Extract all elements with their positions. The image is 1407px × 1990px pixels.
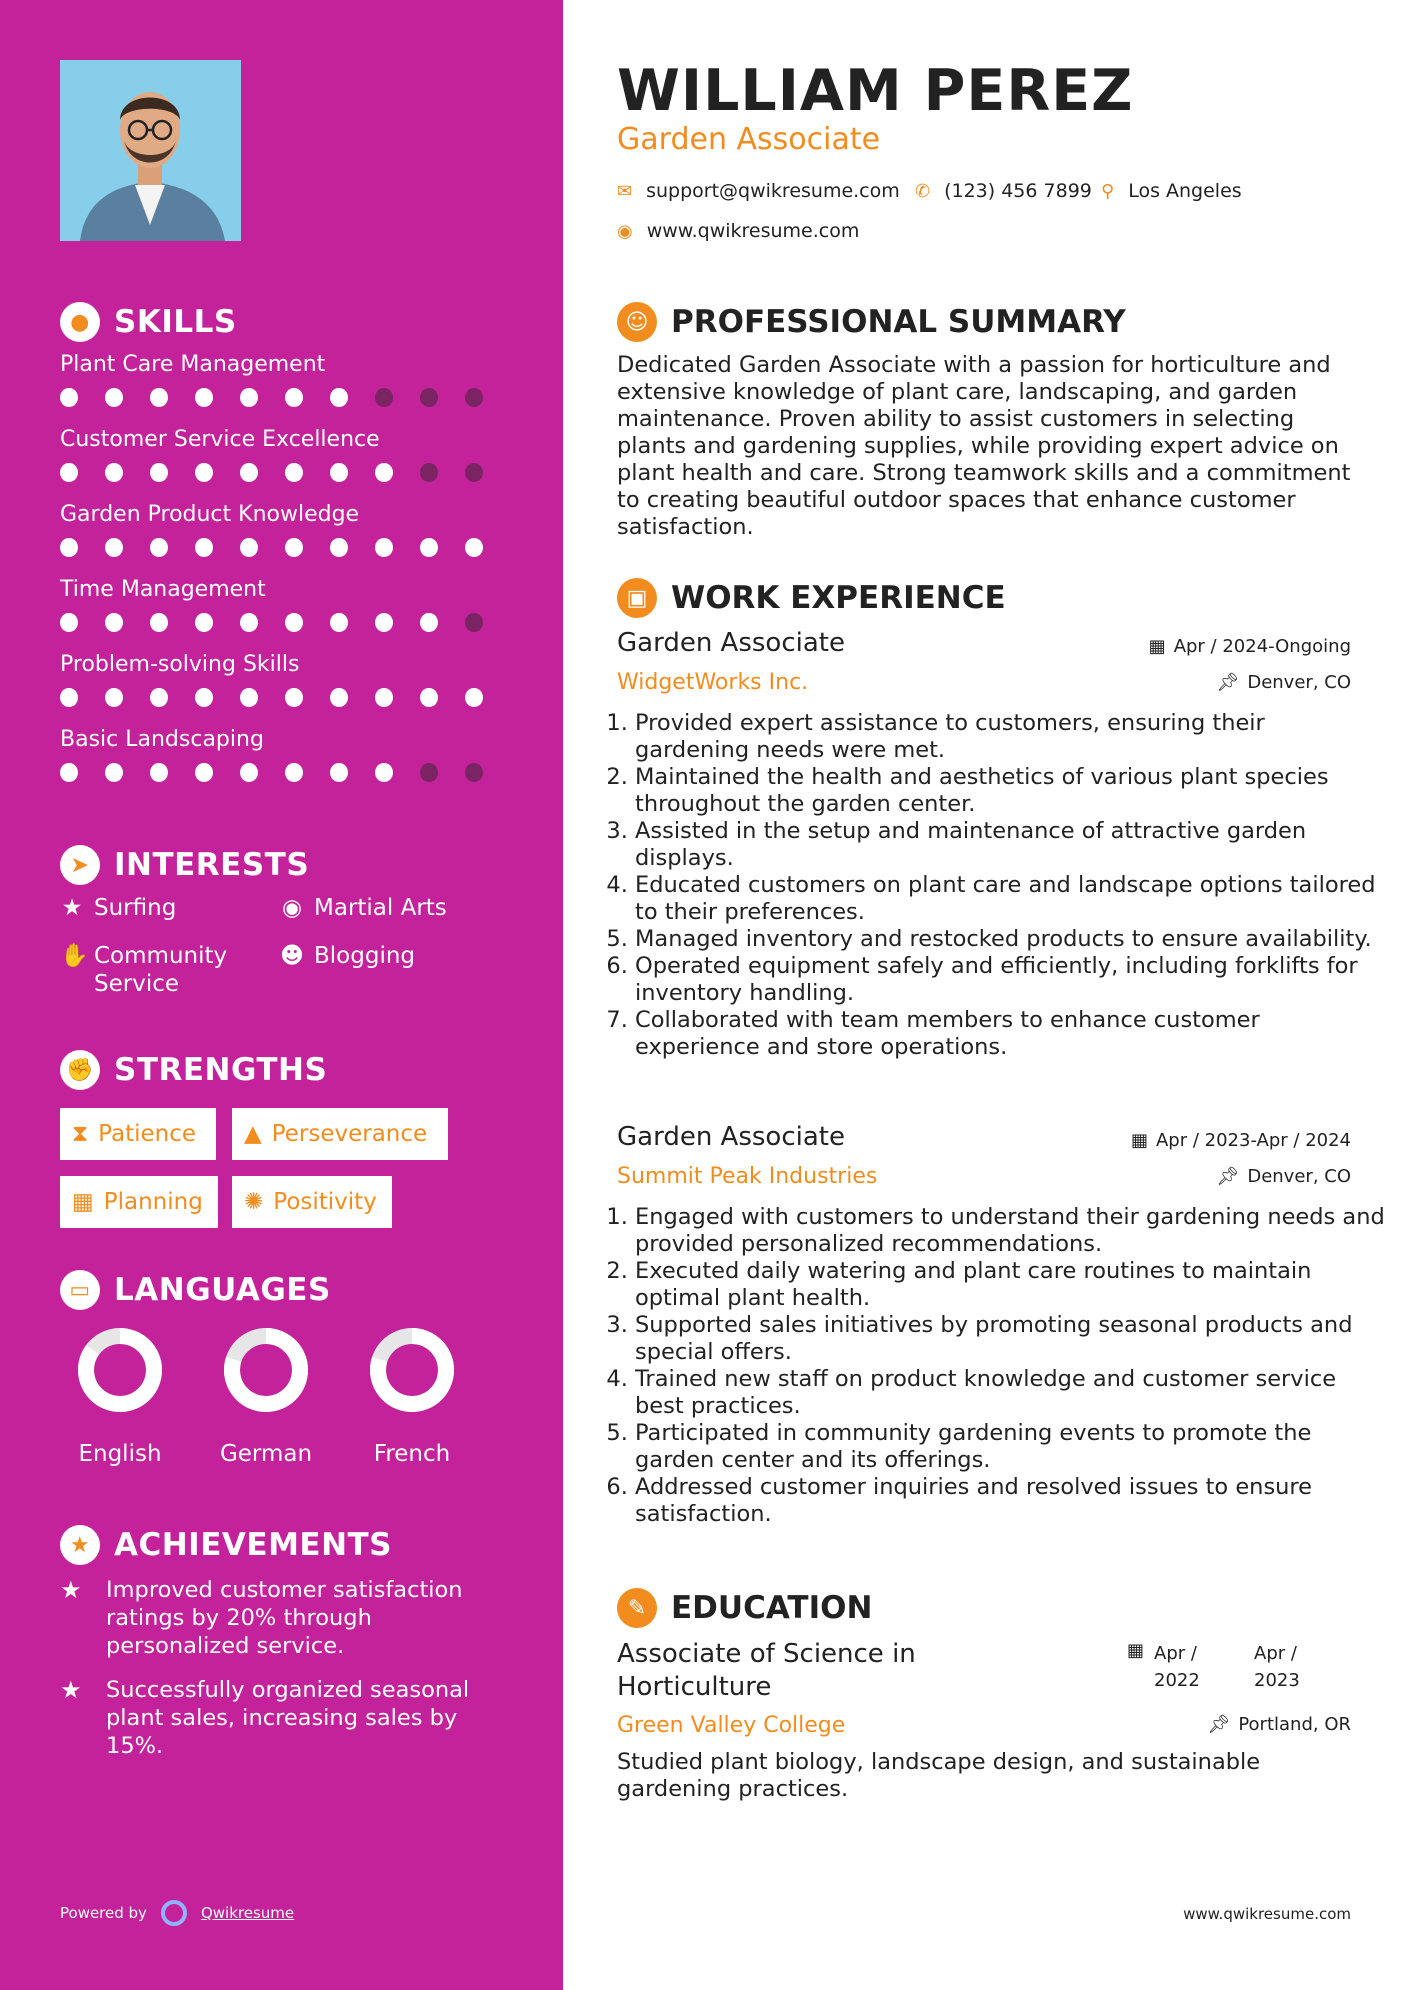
rating-dot bbox=[420, 763, 438, 782]
education-school: Green Valley College bbox=[617, 1713, 846, 1738]
map-pin-icon: ⚲ bbox=[1101, 180, 1115, 202]
profile-photo bbox=[60, 60, 241, 241]
contact-website: ◉ www.qwikresume.com bbox=[617, 220, 860, 242]
achievement-item: ★ Successfully organized seasonal plant sales, increasing sales by 15%. bbox=[60, 1676, 470, 1759]
rating-dot bbox=[330, 388, 348, 407]
job-dates: ▦ Apr / 2023-Apr / 2024 bbox=[1130, 1130, 1351, 1151]
contact-email: ✉ support@qwikresume.com bbox=[617, 180, 900, 202]
powered-by: Powered by Qwikresume bbox=[60, 1900, 294, 1926]
skill-item bbox=[60, 727, 510, 782]
experience-heading: ▣ WORK EXPERIENCE bbox=[617, 578, 1006, 618]
skill-name: Time Management bbox=[60, 577, 266, 602]
job-company: Summit Peak Industries bbox=[617, 1164, 878, 1189]
rating-dot bbox=[150, 688, 168, 707]
job-location: 📌︎ Denver, CO bbox=[1216, 672, 1351, 693]
achievement-item: ★ Improved customer satisfaction ratings by 20% through personalized service. bbox=[60, 1576, 463, 1659]
calendar-icon: ▦ bbox=[72, 1189, 94, 1215]
contact-phone: ✆ (123) 456 7899 bbox=[915, 180, 1092, 202]
rating-dot bbox=[240, 538, 258, 557]
education-description: Studied plant biology, landscape design, and sustainable gardening practices. bbox=[617, 1749, 1261, 1802]
education-location: 📌︎ Portland, OR bbox=[1207, 1714, 1351, 1735]
rating-dot bbox=[60, 463, 78, 482]
skill-item bbox=[60, 502, 510, 557]
rating-dot bbox=[330, 688, 348, 707]
rating-dot bbox=[150, 388, 168, 407]
rating-dot bbox=[240, 763, 258, 782]
star-icon: ★ bbox=[60, 1676, 82, 1704]
road-icon: ▲ bbox=[244, 1121, 262, 1147]
job-dates: ▦ Apr / 2024-Ongoing bbox=[1148, 636, 1351, 657]
language-ring bbox=[367, 1325, 457, 1415]
list-item: 1. Engaged with customers to understand their gardening needs and provided personalized recommendations. bbox=[635, 1204, 1385, 1258]
rating-dot bbox=[465, 538, 483, 557]
candidate-name: WILLIAM PEREZ bbox=[617, 58, 1134, 124]
interest-item: ✋ Community Service bbox=[60, 943, 228, 997]
rating-dot bbox=[330, 763, 348, 782]
achievements-heading: ★ ACHIEVEMENTS bbox=[60, 1525, 392, 1565]
rating-dot bbox=[375, 613, 393, 632]
rating-dot bbox=[60, 388, 78, 407]
language-name: French bbox=[373, 1441, 451, 1467]
rating-dot bbox=[195, 763, 213, 782]
brand-link[interactable]: Qwikresume bbox=[200, 1904, 295, 1922]
rating-dot bbox=[375, 688, 393, 707]
qwikresume-logo-icon bbox=[161, 1900, 187, 1926]
skill-rating bbox=[60, 388, 510, 407]
list-item: 3. Supported sales initiatives by promoting seasonal products and special offers. bbox=[635, 1312, 1385, 1366]
rating-dot bbox=[420, 538, 438, 557]
rating-dot bbox=[465, 613, 483, 632]
list-item: 7. Collaborated with team members to enhance customer experience and store operations. bbox=[635, 1007, 1385, 1061]
globe-icon: ◉ bbox=[281, 895, 303, 921]
strengths-heading: ✊ STRENGTHS bbox=[60, 1050, 327, 1090]
rating-dot bbox=[240, 688, 258, 707]
list-item: 5. Participated in community gardening events to promote the garden center and its offerings. bbox=[635, 1420, 1385, 1474]
rating-dot bbox=[105, 688, 123, 707]
phone-icon: ✆ bbox=[915, 180, 931, 202]
strength-badge: ⧗ Patience bbox=[60, 1108, 216, 1160]
star-icon: ★ bbox=[60, 1576, 82, 1604]
rating-dot bbox=[195, 463, 213, 482]
rating-dot bbox=[420, 463, 438, 482]
pin-icon: 📌︎ bbox=[1216, 672, 1240, 693]
calendar-icon: ▦ bbox=[1148, 636, 1166, 657]
rating-dot bbox=[285, 613, 303, 632]
list-item: 3. Assisted in the setup and maintenance of attractive garden displays. bbox=[635, 818, 1385, 872]
skill-name: Plant Care Management bbox=[60, 352, 326, 377]
rating-dot bbox=[60, 538, 78, 557]
job-title: Garden Associate bbox=[617, 1122, 845, 1152]
skill-rating bbox=[60, 763, 510, 782]
rating-dot bbox=[375, 463, 393, 482]
rating-dot bbox=[285, 688, 303, 707]
rating-dot bbox=[240, 463, 258, 482]
language-name: German bbox=[219, 1441, 313, 1467]
rating-dot bbox=[150, 613, 168, 632]
language-ring bbox=[221, 1325, 311, 1415]
rating-dot bbox=[60, 763, 78, 782]
job-duties-list bbox=[617, 1204, 1385, 1528]
interest-item: ★ Surfing bbox=[61, 895, 177, 921]
job-company: WidgetWorks Inc. bbox=[617, 670, 809, 695]
interest-item: ◉ Martial Arts bbox=[281, 895, 447, 921]
list-item: 2. Maintained the health and aesthetics of various plant species throughout the garden center. bbox=[635, 764, 1385, 818]
list-item: 6. Addressed customer inquiries and resolved issues to ensure satisfaction. bbox=[635, 1474, 1385, 1528]
rating-dot bbox=[465, 688, 483, 707]
skill-rating bbox=[60, 538, 510, 557]
language-name: English bbox=[78, 1441, 162, 1467]
sidebar bbox=[0, 0, 563, 1990]
skill-rating bbox=[60, 688, 510, 707]
envelope-icon: ✉ bbox=[617, 180, 633, 202]
rating-dot bbox=[330, 613, 348, 632]
hourglass-icon: ⧗ bbox=[72, 1121, 89, 1147]
job-title: Garden Associate bbox=[617, 628, 845, 658]
interests-heading: ➤ INTERESTS bbox=[60, 845, 309, 885]
education-dates: ▦ Apr / 2022 Apr / 2023 bbox=[1127, 1640, 1314, 1694]
rating-dot bbox=[375, 388, 393, 407]
list-item: 5. Managed inventory and restocked products to ensure availability. bbox=[635, 926, 1385, 953]
skill-item bbox=[60, 577, 510, 632]
job-duties-list bbox=[617, 710, 1385, 1061]
rating-dot bbox=[465, 388, 483, 407]
languages-heading: ▭ LANGUAGES bbox=[60, 1270, 331, 1310]
rating-dot bbox=[330, 538, 348, 557]
education-heading: ✎ EDUCATION bbox=[617, 1588, 872, 1628]
rating-dot bbox=[150, 763, 168, 782]
list-item: 1. Provided expert assistance to customers, ensuring their gardening needs were met. bbox=[635, 710, 1385, 764]
rating-dot bbox=[105, 388, 123, 407]
star-icon: ★ bbox=[61, 895, 83, 921]
trophy-star-icon: ★ bbox=[60, 1525, 100, 1565]
rating-dot bbox=[195, 688, 213, 707]
fist-icon: ✊ bbox=[60, 1050, 100, 1090]
rating-dot bbox=[240, 613, 258, 632]
rating-dot bbox=[105, 613, 123, 632]
rating-dot bbox=[375, 538, 393, 557]
rating-dot bbox=[150, 463, 168, 482]
skill-name: Customer Service Excellence bbox=[60, 427, 380, 452]
summary-text: Dedicated Garden Associate with a passion for horticulture and extensive knowledge of plant care, landscaping, and garden maintenance. Proven ability to assist customers in selecting plants and gardening supplies, while providing expert advice on plant health and care. Strong teamwork skills and a commitment to creating beautiful outdoor spaces that enhance customer satisfaction. bbox=[617, 352, 1351, 540]
skill-name: Basic Landscaping bbox=[60, 727, 264, 752]
rating-dot bbox=[60, 688, 78, 707]
summary-heading: ☺ PROFESSIONAL SUMMARY bbox=[617, 302, 1126, 342]
users-icon: ☻ bbox=[280, 943, 304, 969]
education-degree: Associate of Science in Horticulture bbox=[617, 1639, 916, 1702]
lightbulb-icon: ● bbox=[60, 302, 100, 342]
rating-dot bbox=[195, 388, 213, 407]
contact-location: ⚲ Los Angeles bbox=[1101, 180, 1242, 202]
candidate-title: Garden Associate bbox=[617, 122, 881, 157]
rating-dot bbox=[195, 538, 213, 557]
list-item: 2. Executed daily watering and plant care routines to maintain optimal plant health. bbox=[635, 1258, 1385, 1312]
calendar-icon: ▦ bbox=[1130, 1130, 1148, 1151]
globe-icon: ◉ bbox=[617, 220, 633, 242]
skill-item bbox=[60, 652, 510, 707]
rating-dot bbox=[285, 763, 303, 782]
language-item bbox=[337, 1325, 487, 1467]
pin-icon: 📌︎ bbox=[1216, 1166, 1240, 1187]
strength-badge: ▲ Perseverance bbox=[232, 1108, 448, 1160]
graduation-icon: ✎ bbox=[617, 1588, 657, 1628]
rating-dot bbox=[240, 388, 258, 407]
list-item: 6. Operated equipment safely and efficiently, including forklifts for inventory handling. bbox=[635, 953, 1385, 1007]
rating-dot bbox=[105, 538, 123, 557]
language-ring bbox=[75, 1325, 165, 1415]
job-location: 📌︎ Denver, CO bbox=[1216, 1166, 1351, 1187]
pin-icon: 📌︎ bbox=[1207, 1714, 1231, 1735]
briefcase-icon: ▣ bbox=[617, 578, 657, 618]
skill-name: Garden Product Knowledge bbox=[60, 502, 360, 527]
language-icon: ▭ bbox=[60, 1270, 100, 1310]
rating-dot bbox=[420, 688, 438, 707]
rating-dot bbox=[105, 463, 123, 482]
rating-dot bbox=[375, 763, 393, 782]
rating-dot bbox=[420, 388, 438, 407]
skill-name: Problem-solving Skills bbox=[60, 652, 300, 677]
footer-url[interactable]: www.qwikresume.com bbox=[1183, 1905, 1351, 1923]
list-item: 4. Educated customers on plant care and landscape options tailored to their preferences. bbox=[635, 872, 1385, 926]
language-item bbox=[45, 1325, 195, 1467]
rating-dot bbox=[285, 538, 303, 557]
rating-dot bbox=[420, 613, 438, 632]
main-content bbox=[563, 0, 1407, 1990]
language-item bbox=[191, 1325, 341, 1467]
rating-dot bbox=[285, 388, 303, 407]
rating-dot bbox=[330, 463, 348, 482]
rating-dot bbox=[285, 463, 303, 482]
strength-badge: ✺ Positivity bbox=[232, 1176, 392, 1228]
skill-item bbox=[60, 427, 510, 482]
rating-dot bbox=[465, 763, 483, 782]
interest-item: ☻ Blogging bbox=[280, 943, 416, 969]
user-icon: ☺ bbox=[617, 302, 657, 342]
sun-icon: ✺ bbox=[244, 1189, 264, 1215]
rating-dot bbox=[195, 613, 213, 632]
paper-plane-icon: ➤ bbox=[60, 845, 100, 885]
skill-rating bbox=[60, 613, 510, 632]
calendar-icon: ▦ bbox=[1127, 1640, 1145, 1661]
rating-dot bbox=[105, 763, 123, 782]
strength-badge: ▦ Planning bbox=[60, 1176, 218, 1228]
skill-rating bbox=[60, 463, 510, 482]
rating-dot bbox=[60, 613, 78, 632]
skills-heading: ● SKILLS bbox=[60, 302, 237, 342]
rating-dot bbox=[150, 538, 168, 557]
list-item: 4. Trained new staff on product knowledge and customer service best practices. bbox=[635, 1366, 1385, 1420]
hand-icon: ✋ bbox=[60, 943, 89, 969]
rating-dot bbox=[465, 463, 483, 482]
skill-item bbox=[60, 352, 510, 407]
